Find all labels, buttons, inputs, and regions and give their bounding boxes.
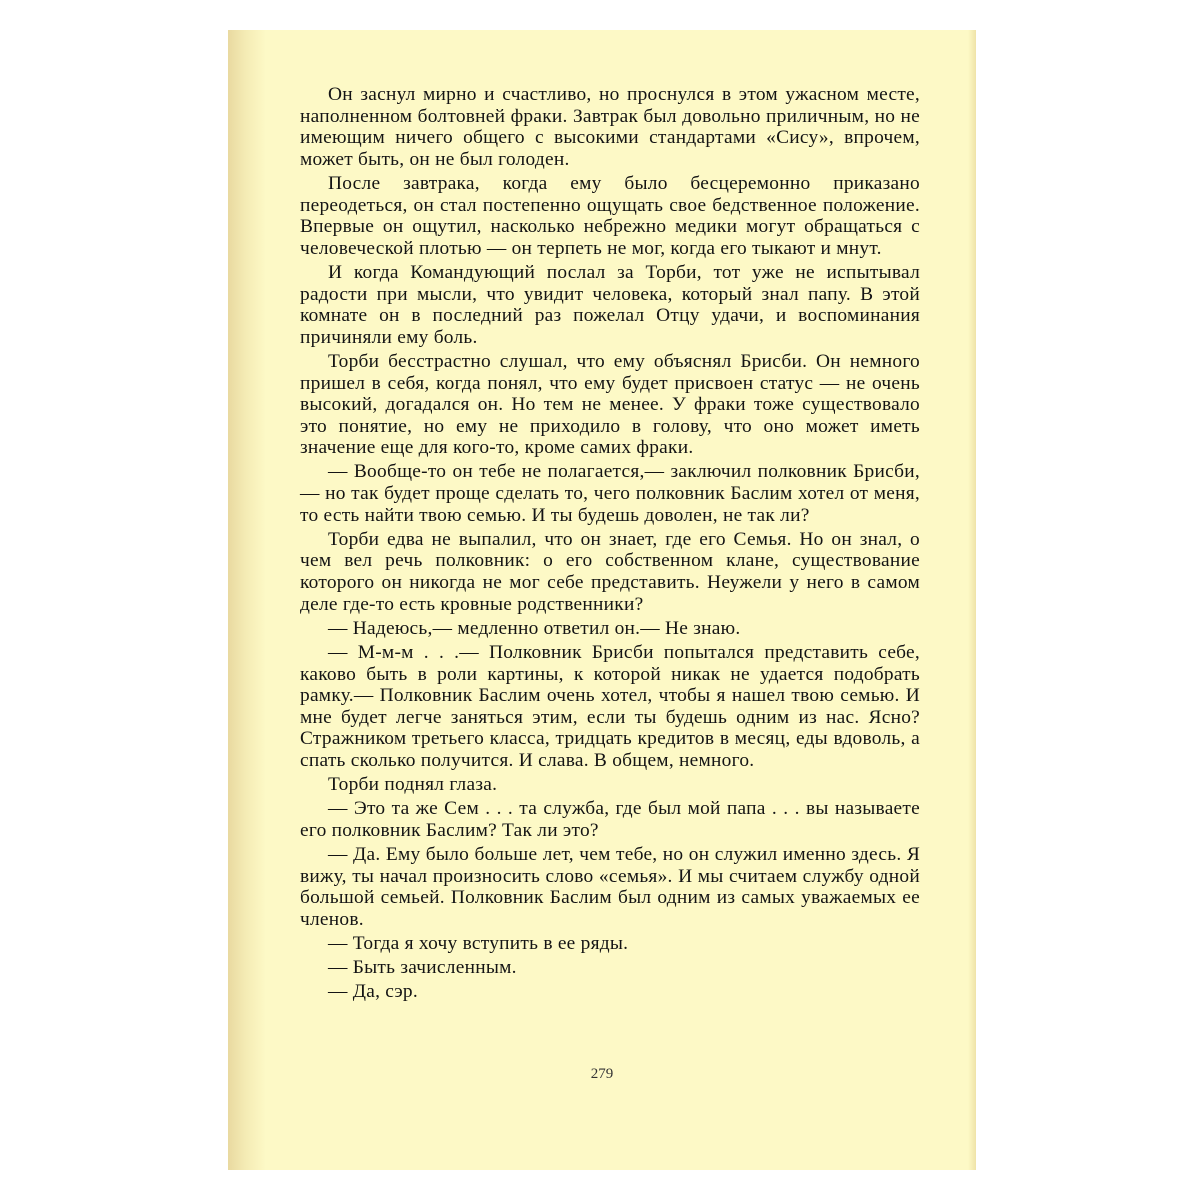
paragraph: Он заснул мирно и счастливо, но проснулся в этом ужасном месте, наполненном болтовней фраки. Завтрак был довольно приличным, но не имеющим ничего общего с высокими стандартами «Сису», впрочем, может быть, он не был голоден. — [300, 84, 920, 170]
page-gutter-shadow — [228, 30, 266, 1170]
paragraph: — Это та же Сем . . . та служба, где был мой папа . . . вы называете его полковник Баслим? Так ли это? — [300, 798, 920, 841]
paragraph: — Быть зачисленным. — [328, 957, 517, 979]
paragraph: Торби едва не выпалил, что он знает, где его Семья. Но он знал, о чем вел речь полковник: о его собственном клане, существование которого он никогда не мог себе представить. Неужели у него в самом деле где-то есть кровные родственники? — [300, 528, 920, 615]
page-number: 279 — [590, 1066, 614, 1082]
paragraph: — Тогда я хочу вступить в ее ряды. — [328, 933, 629, 955]
body-text — [300, 84, 920, 1006]
page-edge — [968, 30, 976, 1170]
paragraph: — Вообще-то он тебе не полагается,— заключил полковник Брисби,— но так будет проще сделать то, чего полковник Баслим хотел от меня, то есть найти твою семью. И ты будешь доволен, не так ли? — [300, 461, 920, 526]
paragraph: — Надеюсь,— медленно ответил он.— Не знаю. — [328, 617, 741, 639]
paragraph: Торби бесстрастно слушал, что ему объяснял Брисби. Он немного пришел в себя, когда понял, что ему будет присвоен статус — не очень высокий, догадался он. Но тем не менее. У фраки тоже существовало это понятие, но ему не приходило в голову, что оно может иметь значение еще для кого-то, кроме самих фраки. — [300, 350, 920, 459]
paragraph: Торби поднял глаза. — [328, 774, 498, 796]
paragraph: — Да. Ему было больше лет, чем тебе, но он служил именно здесь. Я вижу, ты начал произносить слово «семья». И мы считаем службу одной большой семьей. Полковник Баслим был одним из самых уважаемых ее членов. — [300, 844, 920, 930]
paragraph: — Да, сэр. — [328, 981, 418, 1003]
book-page — [228, 30, 976, 1170]
paragraph: И когда Командующий послал за Торби, тот уже не испытывал радости при мысли, что увидит человека, который знал папу. В этой комнате он в последний раз пожелал Отцу удачи, и воспоминания причиняли ему боль. — [300, 261, 920, 348]
paragraph: — М-м-м . . .— Полковник Брисби попытался представить себе, каково быть в роли картины, к которой никак не удается подобрать рамку.— Полковник Баслим очень хотел, чтобы я нашел твою семью. И мне будет легче заняться этим, если ты будешь одним из нас. Ясно? Стражником третьего класса, тридцать кредитов в месяц, еды вдоволь, а спать сколько получится. И слава. В общем, немного. — [300, 642, 920, 771]
paragraph: После завтрака, когда ему было бесцеремонно приказано переодеться, он стал постепенно ощущать свое бедственное положение. Впервые он ощутил, насколько небрежно медики могут обращаться с человеческой плотью — он терпеть не мог, когда его тыкают и мнут. — [300, 172, 920, 259]
